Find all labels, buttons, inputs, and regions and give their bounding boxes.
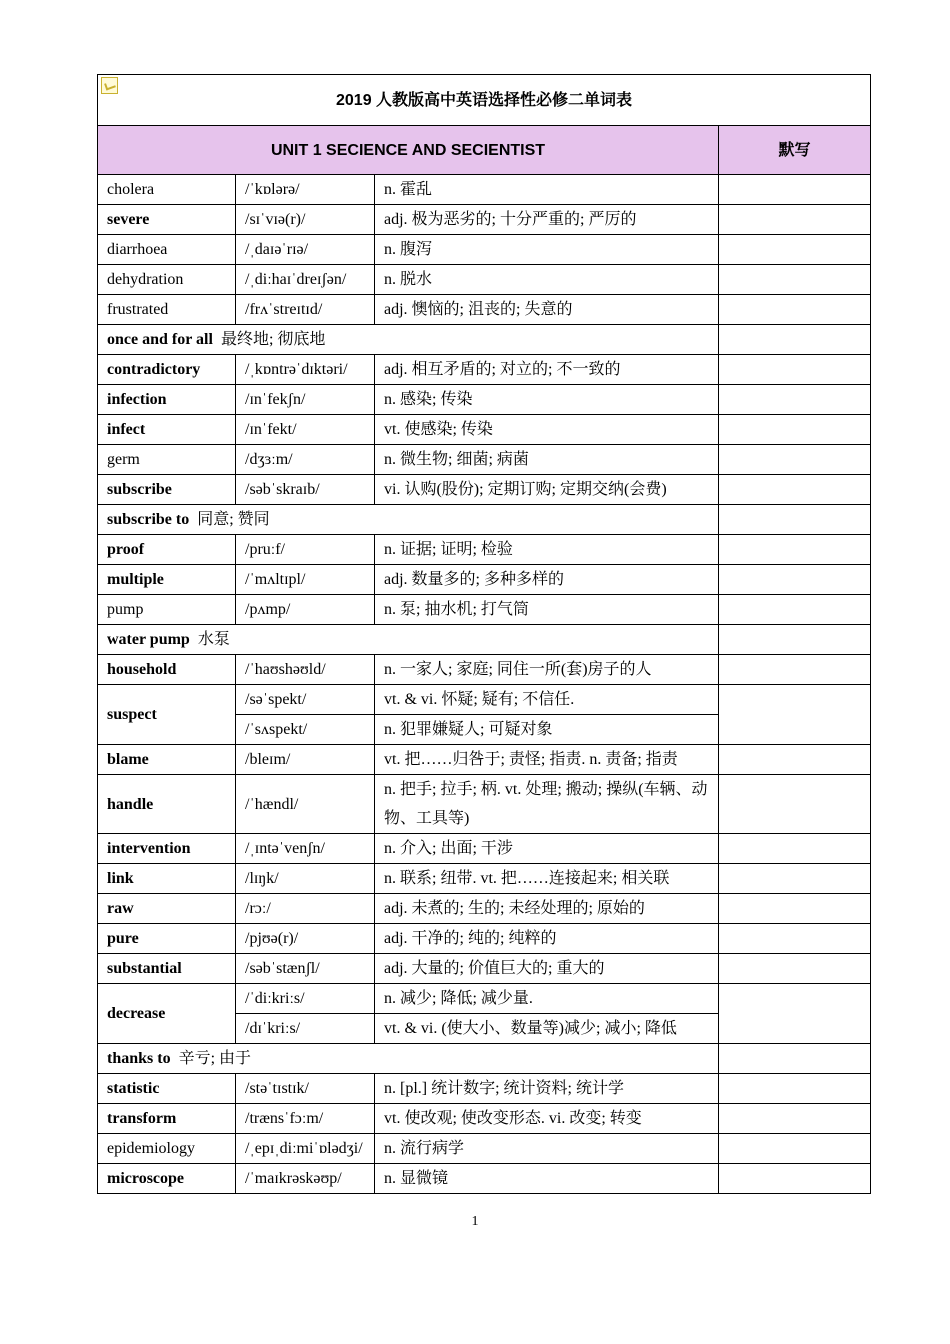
word-cell: handle — [98, 775, 236, 834]
table-row — [98, 475, 871, 505]
meaning-cell: n. [pl.] 统计数字; 统计资料; 统计学 — [375, 1074, 719, 1104]
dictation-cell[interactable] — [719, 894, 871, 924]
table-row — [98, 864, 871, 894]
dictation-cell[interactable] — [719, 445, 871, 475]
word-cell: frustrated — [98, 295, 236, 325]
table-row — [98, 295, 871, 325]
meaning-cell: vt. & vi. 怀疑; 疑有; 不信任. — [375, 685, 719, 715]
phonetic-cell: /səbˈskraɪb/ — [236, 475, 375, 505]
phrase-row — [98, 325, 871, 355]
phrase-cell — [98, 625, 719, 655]
phonetic-cell: /dʒɜːm/ — [236, 445, 375, 475]
word-cell: intervention — [98, 834, 236, 864]
phonetic-cell: /trænsˈfɔːm/ — [236, 1104, 375, 1134]
phonetic-cell: /ˌdiːhaɪˈdreɪʃən/ — [236, 265, 375, 295]
word-cell: pump — [98, 595, 236, 625]
meaning-cell: n. 霍乱 — [375, 175, 719, 205]
dictation-cell[interactable] — [719, 685, 871, 745]
phonetic-cell: /sɪˈvɪə(r)/ — [236, 205, 375, 235]
dictation-cell[interactable] — [719, 325, 871, 355]
dictation-cell[interactable] — [719, 924, 871, 954]
note-icon — [101, 77, 118, 94]
phrase-text: water pump — [107, 631, 190, 648]
dictation-cell[interactable] — [719, 265, 871, 295]
meaning-cell: n. 腹泻 — [375, 235, 719, 265]
meaning-cell: adj. 未煮的; 生的; 未经处理的; 原始的 — [375, 894, 719, 924]
table-row — [98, 205, 871, 235]
phrase-row — [98, 1044, 871, 1074]
phonetic-cell: /səbˈstænʃl/ — [236, 954, 375, 984]
phrase-text: once and for all — [107, 331, 213, 348]
phonetic-cell: /ˌɪntəˈvenʃn/ — [236, 834, 375, 864]
meaning-cell: adj. 大量的; 价值巨大的; 重大的 — [375, 954, 719, 984]
table-row — [98, 984, 871, 1014]
page-title: 2019 人教版高中英语选择性必修二单词表 — [336, 91, 633, 109]
phonetic-cell: /ˌdaɪəˈrɪə/ — [236, 235, 375, 265]
dictation-cell[interactable] — [719, 505, 871, 535]
header-row — [98, 126, 871, 175]
meaning-cell: vt. 使感染; 传染 — [375, 415, 719, 445]
word-cell: epidemiology — [98, 1134, 236, 1164]
dictation-cell[interactable] — [719, 565, 871, 595]
phonetic-cell: /pjʊə(r)/ — [236, 924, 375, 954]
meaning-cell: vi. 认购(股份); 定期订购; 定期交纳(会费) — [375, 475, 719, 505]
word-cell: infect — [98, 415, 236, 445]
meaning-cell: n. 介入; 出面; 干涉 — [375, 834, 719, 864]
word-cell: link — [98, 864, 236, 894]
table-row — [98, 355, 871, 385]
dictation-cell[interactable] — [719, 235, 871, 265]
table-row — [98, 775, 871, 834]
dictation-cell[interactable] — [719, 205, 871, 235]
phonetic-cell: /ɪnˈfekʃn/ — [236, 385, 375, 415]
dictation-cell[interactable] — [719, 355, 871, 385]
phonetic-cell: /stəˈtɪstɪk/ — [236, 1074, 375, 1104]
phrase-cell — [98, 505, 719, 535]
meaning-cell: vt. & vi. (使大小、数量等)减少; 减小; 降低 — [375, 1014, 719, 1044]
word-cell: statistic — [98, 1074, 236, 1104]
table-row — [98, 745, 871, 775]
meaning-cell: n. 联系; 纽带. vt. 把……连接起来; 相关联 — [375, 864, 719, 894]
word-cell: proof — [98, 535, 236, 565]
table-row — [98, 685, 871, 715]
word-cell: contradictory — [98, 355, 236, 385]
table-row — [98, 235, 871, 265]
word-cell: severe — [98, 205, 236, 235]
word-cell: suspect — [98, 685, 236, 745]
meaning-cell: adj. 相互矛盾的; 对立的; 不一致的 — [375, 355, 719, 385]
dictation-cell[interactable] — [719, 1044, 871, 1074]
word-cell: pure — [98, 924, 236, 954]
phonetic-cell: /bleɪm/ — [236, 745, 375, 775]
meaning-cell: adj. 懊恼的; 沮丧的; 失意的 — [375, 295, 719, 325]
table-row — [98, 445, 871, 475]
phonetic-cell: /lɪŋk/ — [236, 864, 375, 894]
dictation-cell[interactable] — [719, 475, 871, 505]
phonetic-cell: /pruːf/ — [236, 535, 375, 565]
meaning-cell: n. 泵; 抽水机; 打气筒 — [375, 595, 719, 625]
page-number: 1 — [471, 1214, 479, 1229]
table-row — [98, 1164, 871, 1194]
word-cell: multiple — [98, 565, 236, 595]
dictation-cell[interactable] — [719, 295, 871, 325]
word-cell: blame — [98, 745, 236, 775]
phonetic-cell: /ˈdiːkriːs/ — [236, 984, 375, 1014]
table-row — [98, 415, 871, 445]
vocabulary-table — [97, 74, 871, 1194]
phonetic-cell: /ˈsʌspekt/ — [236, 715, 375, 745]
phrase-text: subscribe to — [107, 511, 190, 528]
table-row — [98, 385, 871, 415]
phonetic-cell: /ˈmaɪkrəskəʊp/ — [236, 1164, 375, 1194]
word-cell: household — [98, 655, 236, 685]
table-row — [98, 595, 871, 625]
phonetic-cell: /ˌkɒntrəˈdɪktəri/ — [236, 355, 375, 385]
phonetic-cell: /ɪnˈfekt/ — [236, 415, 375, 445]
table-row — [98, 834, 871, 864]
phonetic-cell: /ˌepɪˌdiːmiˈɒlədʒi/ — [236, 1134, 375, 1164]
phrase-meaning: 同意; 赞同 — [197, 511, 270, 528]
word-cell: germ — [98, 445, 236, 475]
phonetic-cell: /səˈspekt/ — [236, 685, 375, 715]
dictation-cell[interactable] — [719, 625, 871, 655]
phrase-cell — [98, 1044, 719, 1074]
table-row — [98, 655, 871, 685]
word-cell: dehydration — [98, 265, 236, 295]
meaning-cell: adj. 极为恶劣的; 十分严重的; 严厉的 — [375, 205, 719, 235]
table-row — [98, 954, 871, 984]
word-cell: decrease — [98, 984, 236, 1044]
phonetic-cell: /dɪˈkriːs/ — [236, 1014, 375, 1044]
title-cell — [98, 75, 871, 126]
table-row — [98, 175, 871, 205]
meaning-cell: n. 犯罪嫌疑人; 可疑对象 — [375, 715, 719, 745]
meaning-cell: adj. 干净的; 纯的; 纯粹的 — [375, 924, 719, 954]
meaning-cell: vt. 把……归咎于; 责怪; 指责. n. 责备; 指责 — [375, 745, 719, 775]
dictation-cell[interactable] — [719, 834, 871, 864]
meaning-cell: n. 证据; 证明; 检验 — [375, 535, 719, 565]
table-row — [98, 1074, 871, 1104]
dictation-cell[interactable] — [719, 775, 871, 834]
word-cell: transform — [98, 1104, 236, 1134]
phrase-cell — [98, 325, 719, 355]
phrase-meaning: 最终地; 彻底地 — [220, 331, 326, 348]
dictation-cell[interactable] — [719, 415, 871, 445]
unit-header: UNIT 1 SECIENCE AND SECIENTIST — [98, 126, 719, 175]
word-cell: substantial — [98, 954, 236, 984]
phonetic-cell: /frʌˈstreɪtɪd/ — [236, 295, 375, 325]
meaning-cell: n. 感染; 传染 — [375, 385, 719, 415]
table-row — [98, 924, 871, 954]
meaning-cell: n. 一家人; 家庭; 同住一所(套)房子的人 — [375, 655, 719, 685]
phonetic-cell: /rɔː/ — [236, 894, 375, 924]
meaning-cell: n. 减少; 降低; 减少量. — [375, 984, 719, 1014]
word-cell: subscribe — [98, 475, 236, 505]
meaning-cell: n. 把手; 拉手; 柄. vt. 处理; 搬动; 操纵(车辆、动物、工具等) — [375, 775, 719, 834]
phonetic-cell: /pʌmp/ — [236, 595, 375, 625]
meaning-cell: adj. 数量多的; 多种多样的 — [375, 565, 719, 595]
word-cell: diarrhoea — [98, 235, 236, 265]
dictation-cell[interactable] — [719, 1104, 871, 1134]
dictation-cell[interactable] — [719, 1074, 871, 1104]
dictation-cell[interactable] — [719, 984, 871, 1044]
dictation-cell[interactable] — [719, 745, 871, 775]
phonetic-cell: /ˈkɒlərə/ — [236, 175, 375, 205]
word-cell: raw — [98, 894, 236, 924]
table-row — [98, 894, 871, 924]
dictation-header: 默写 — [719, 126, 871, 175]
meaning-cell: n. 脱水 — [375, 265, 719, 295]
meaning-cell: n. 微生物; 细菌; 病菌 — [375, 445, 719, 475]
title-row — [98, 75, 871, 126]
meaning-cell: n. 流行病学 — [375, 1134, 719, 1164]
meaning-cell: n. 显微镜 — [375, 1164, 719, 1194]
phrase-text: thanks to — [107, 1050, 171, 1067]
phonetic-cell: /ˈhændl/ — [236, 775, 375, 834]
word-cell: cholera — [98, 175, 236, 205]
phonetic-cell: /ˈhaʊshəʊld/ — [236, 655, 375, 685]
table-row — [98, 1134, 871, 1164]
word-cell: microscope — [98, 1164, 236, 1194]
phrase-row — [98, 625, 871, 655]
table-row — [98, 1104, 871, 1134]
word-cell: infection — [98, 385, 236, 415]
dictation-cell[interactable] — [719, 1164, 871, 1194]
table-row — [98, 265, 871, 295]
dictation-cell[interactable] — [719, 385, 871, 415]
dictation-cell[interactable] — [719, 1134, 871, 1164]
phrase-row — [98, 505, 871, 535]
dictation-cell[interactable] — [719, 655, 871, 685]
dictation-cell[interactable] — [719, 595, 871, 625]
dictation-cell[interactable] — [719, 175, 871, 205]
dictation-cell[interactable] — [719, 535, 871, 565]
phrase-meaning: 辛亏; 由于 — [178, 1050, 252, 1067]
dictation-cell[interactable] — [719, 864, 871, 894]
dictation-cell[interactable] — [719, 954, 871, 984]
phrase-meaning: 水泵 — [197, 631, 230, 648]
meaning-cell: vt. 使改观; 使改变形态. vi. 改变; 转变 — [375, 1104, 719, 1134]
phonetic-cell: /ˈmʌltɪpl/ — [236, 565, 375, 595]
table-row — [98, 565, 871, 595]
table-row — [98, 535, 871, 565]
